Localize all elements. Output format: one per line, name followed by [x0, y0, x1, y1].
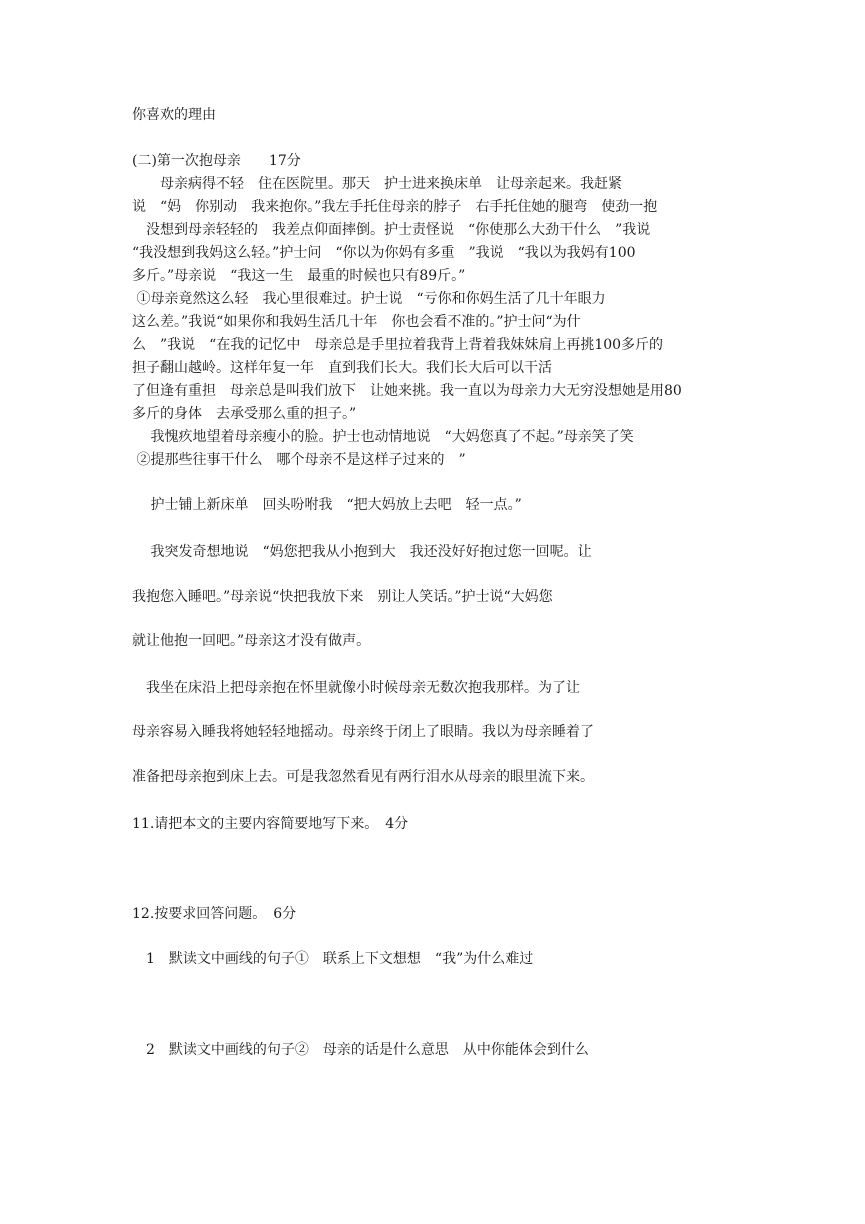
question-12-part-2: 2 默读文中画线的句子② 母亲的话是什么意思 从中你能体会到什么 [132, 1042, 589, 1058]
passage-line: 我抱您入睡吧。”母亲说“快把我放下来 别让人笑话。”护士说“大妈您 [132, 589, 553, 605]
passage-line: ①母亲竟然这么轻 我心里很难过。护士说 “亏你和你妈生活了几十年眼力 [132, 291, 606, 307]
question-12: 12.按要求回答问题。 6分 [132, 906, 297, 922]
intro-line: 你喜欢的理由 [132, 107, 216, 123]
passage-line: 多斤。”母亲说 “我这一生 最重的时候也只有89斤。” [132, 268, 466, 284]
passage-line: 就让他抱一回吧。”母亲这才没有做声。 [132, 633, 371, 649]
passage-line: 说 “妈 你别动 我来抱你。”我左手托住母亲的脖子 右手托住她的腿弯 使劲一抱 [132, 199, 658, 215]
passage-line: 我突发奇想地说 “妈您把我从小抱到大 我还没好好抱过您一回呢。让 [132, 544, 592, 560]
passage-line: 母亲病得不轻 住在医院里。那天 护士进来换床单 让母亲起来。我赶紧 [132, 176, 622, 192]
passage-line: 多斤的身体 去承受那么重的担子。” [132, 406, 357, 422]
passage-line: 没想到母亲轻轻的 我差点仰面摔倒。护士责怪说 “你使那么大劲干什么 ”我说 [132, 222, 651, 238]
passage-line: 了但逢有重担 母亲总是叫我们放下 让她来挑。我一直以为母亲力大无穷没想她是用80 [132, 383, 682, 399]
passage-line: 母亲容易入睡我将她轻轻地摇动。母亲终于闭上了眼睛。我以为母亲睡着了 [132, 724, 594, 740]
passage-line: 我坐在床沿上把母亲抱在怀里就像小时候母亲无数次抱我那样。为了让 [132, 680, 580, 696]
question-12-part-1: 1 默读文中画线的句子① 联系上下文想想 “我”为什么难过 [132, 951, 534, 967]
passage-line: 这么差。”我说“如果你和我妈生活几十年 你也会看不准的。”护士问“为什 [132, 314, 581, 330]
passage-line: 担子翻山越岭。这样年复一年 直到我们长大。我们长大后可以干活 [132, 360, 552, 376]
section-title: (二)第一次抱母亲 17分 [132, 153, 301, 169]
passage-line: 护士铺上新床单 回头吩咐我 “把大妈放上去吧 轻一点。” [132, 497, 522, 513]
question-11: 11.请把本文的主要内容简要地写下来。 4分 [132, 816, 409, 832]
passage-line: “我没想到我妈这么轻。”护士问 “你以为你妈有多重 ”我说 “我以为我妈有100 [132, 245, 636, 261]
passage-line: 准备把母亲抱到床上去。可是我忽然看见有两行泪水从母亲的眼里流下来。 [132, 769, 594, 785]
passage-line: ②提那些往事干什么 哪个母亲不是这样子过来的 ” [132, 452, 466, 468]
passage-line: 么 ”我说 “在我的记忆中 母亲总是手里拉着我背上背着我妹妹肩上再挑100多斤的 [132, 337, 664, 353]
passage-line: 我愧疚地望着母亲瘦小的脸。护士也动情地说 “大妈您真了不起。”母亲笑了笑 [132, 429, 634, 445]
